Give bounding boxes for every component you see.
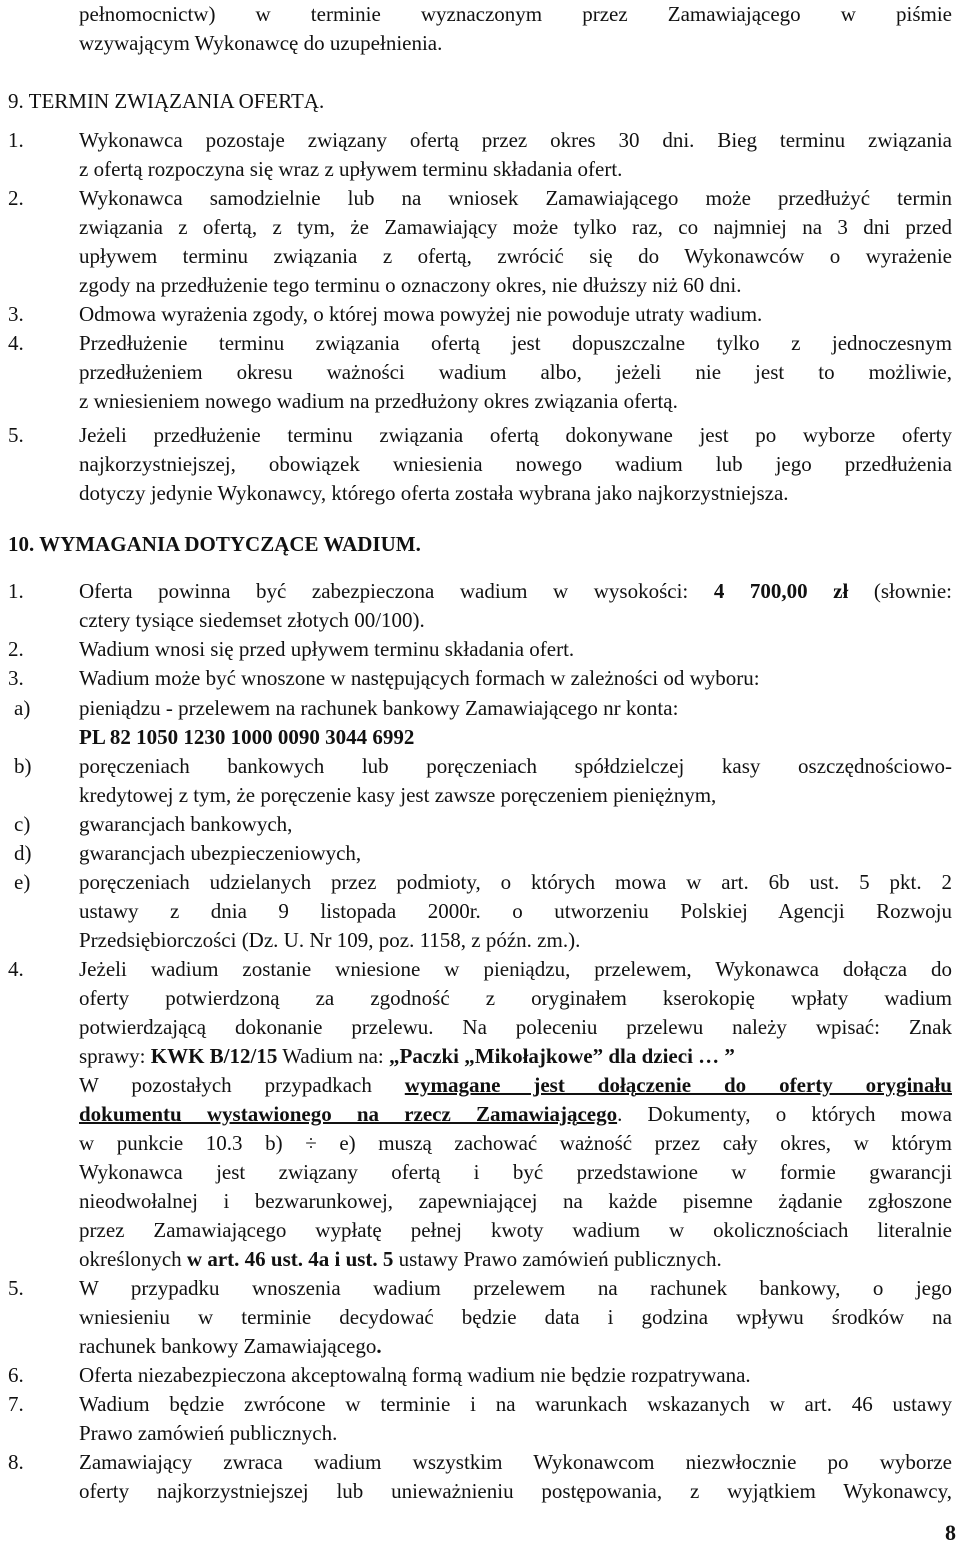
list-number: 2. — [8, 186, 24, 210]
case-reference: KWK B/12/15 — [150, 1044, 278, 1068]
wadium-amount: 4 700,00 zł — [713, 579, 849, 603]
wadium-title: „Paczki „Mikołajkowe” dla dzieci … ” — [389, 1044, 735, 1068]
text-line: Oferta niezabezpieczona akceptowalną formą wadium nie będzie rozpatrywana. — [79, 1363, 751, 1387]
text-line: Wadium będzie zwrócone w terminie i na warunkach wskazanych w art. 46 ustawy — [79, 1392, 952, 1416]
section-heading-9: 9. TERMIN ZWIĄZANIA OFERTĄ. — [8, 89, 325, 113]
text-line: Oferta powinna być zabezpieczona wadium w wysokości: 4 700,00 zł (słownie: — [79, 579, 953, 603]
text-line: dotyczy jedynie Wykonawcy, którego oferta została wybrana jako najkorzystniejsza. — [79, 481, 789, 505]
text-line: upływem terminu związania z ofertą, zwrócić się do Wykonawców o wyrażenie — [79, 244, 952, 268]
text-line: Przedłużenie terminu związania ofertą jest dopuszczalne tylko z jednoczesnym — [79, 331, 952, 355]
text-line: wniesieniu w terminie decydować będzie data i godzina wpływu środków na — [79, 1305, 952, 1329]
list-number: 7. — [8, 1392, 24, 1416]
text-line: cztery tysiące siedemset złotych 00/100). — [79, 608, 425, 632]
text-line: Przedsiębiorczości (Dz. U. Nr 109, poz. 1158, z późn. zm.). — [79, 928, 581, 952]
list-number: 1. — [8, 579, 24, 603]
text-line: oferty najkorzystniejszej lub unieważnieniu postępowania, z wyjątkiem Wykonawcy, — [79, 1479, 952, 1503]
text-line: wzywającym Wykonawcę do uzupełnienia. — [79, 31, 443, 55]
text-line: poręczeniach udzielanych przez podmioty, o których mowa w art. 6b ust. 5 pkt. 2 — [79, 870, 952, 894]
text-line: pieniądzu - przelewem na rachunek bankowy Zamawiającego nr konta: — [79, 696, 679, 720]
text-line: Zamawiający zwraca wadium wszystkim Wykonawcom niezwłocznie po wyborze — [79, 1450, 952, 1474]
list-letter: c) — [14, 812, 31, 836]
text-line: gwarancjach ubezpieczeniowych, — [79, 841, 362, 865]
list-number: 8. — [8, 1450, 24, 1474]
text-line: określonych w art. 46 ust. 4a i ust. 5 ustawy Prawo zamówień publicznych. — [79, 1247, 722, 1271]
text-line: dokumentu wystawionego na rzecz Zamawiającego. Dokumenty, o których mowa — [79, 1102, 952, 1126]
bank-account-number: PL 82 1050 1230 1000 0090 3044 6992 — [79, 725, 415, 749]
text-line: rachunek bankowy Zamawiającego. — [79, 1334, 382, 1358]
list-letter: e) — [14, 870, 31, 894]
text-line: Wykonawca jest związany ofertą i być przedstawione w formie gwarancji — [79, 1160, 952, 1184]
text-line: W przypadku wnoszenia wadium przelewem na rachunek bankowy, o jego — [79, 1276, 952, 1300]
text-line: w punkcie 10.3 b) ÷ e) muszą zachować ważność przez cały okres, w którym — [79, 1131, 952, 1155]
text-line: z ofertą rozpoczyna się wraz z upływem terminu składania ofert. — [79, 157, 623, 181]
text-line: kredytowej z tym, że poręczenie kasy jest zawsze poręczeniem pieniężnym, — [79, 783, 717, 807]
text-line: gwarancjach bankowych, — [79, 812, 293, 836]
list-number: 2. — [8, 637, 24, 661]
text-line: Wykonawca pozostaje związany ofertą przez okres 30 dni. Bieg terminu związania — [79, 128, 952, 152]
text-line: Jeżeli przedłużenie terminu związania ofertą dokonywane jest po wyborze oferty — [79, 423, 952, 447]
text-line: Wykonawca samodzielnie lub na wniosek Zamawiającego może przedłużyć termin — [79, 186, 952, 210]
text-line: Prawo zamówień publicznych. — [79, 1421, 338, 1445]
list-letter: b) — [14, 754, 32, 778]
list-number: 3. — [8, 666, 24, 690]
text-line: przez Zamawiającego wypłatę pełnej kwoty wadium w okolicznościach literalnie — [79, 1218, 952, 1242]
list-number: 3. — [8, 302, 24, 326]
list-number: 5. — [8, 1276, 24, 1300]
list-number: 6. — [8, 1363, 24, 1387]
text-line: przedłużeniem okresu ważności wadium albo, jeżeli nie jest to możliwie, — [79, 360, 952, 384]
list-number: 4. — [8, 331, 24, 355]
list-number: 1. — [8, 128, 24, 152]
text-line: sprawy: KWK B/12/15 Wadium na: „Paczki „Mikołajkowe” dla dzieci … ” — [79, 1044, 735, 1068]
list-letter: a) — [14, 696, 31, 720]
list-letter: d) — [14, 841, 32, 865]
text-line: nieodwołalnej i bezwarunkowej, zapewniającej na każde pisemne żądanie zgłoszone — [79, 1189, 952, 1213]
text-line: oferty potwierdzoną za zgodność z oryginałem kserokopię wpłaty wadium — [79, 986, 952, 1010]
text-line: poręczeniach bankowych lub poręczeniach spółdzielczej kasy oszczędnościowo- — [79, 754, 952, 778]
text-line: zgody na przedłużenie tego terminu o oznaczony okres, nie dłuższy niż 60 dni. — [79, 273, 742, 297]
underlined-requirement: wymagane jest dołączenie do oferty oryginału — [404, 1073, 952, 1097]
text-line: z wniesieniem nowego wadium na przedłużony okres związania ofertą. — [79, 389, 678, 413]
text-line: W pozostałych przypadkach wymagane jest dołączenie do oferty oryginału — [79, 1073, 952, 1097]
article-reference: w art. 46 ust. 4a i ust. 5 — [186, 1247, 394, 1271]
section-heading-10: 10. WYMAGANIA DOTYCZĄCE WADIUM. — [8, 532, 421, 556]
text-line: Odmowa wyrażenia zgody, o której mowa powyżej nie powoduje utraty wadium. — [79, 302, 763, 326]
text-line: potwierdzającą dokonanie przelewu. Na poleceniu przelewu należy wpisać: Znak — [79, 1015, 952, 1039]
underlined-requirement: dokumentu wystawionego na rzecz Zamawiającego — [79, 1102, 618, 1126]
text-line: najkorzystniejszej, obowiązek wniesienia nowego wadium lub jego przedłużenia — [79, 452, 952, 476]
text-line: związania z ofertą, z tym, że Zamawiający może tylko raz, co najmniej na 3 dni przed — [79, 215, 952, 239]
text-line: pełnomocnictw) w terminie wyznaczonym przez Zamawiającego w piśmie — [79, 2, 952, 26]
page-number: 8 — [945, 1520, 956, 1545]
text-line: Wadium może być wnoszone w następujących formach w zależności od wyboru: — [79, 666, 760, 690]
text-line: ustawy z dnia 9 listopada 2000r. o utworzeniu Polskiej Agencji Rozwoju — [79, 899, 952, 923]
text-line: Jeżeli wadium zostanie wniesione w pieniądzu, przelewem, Wykonawca dołącza do — [79, 957, 952, 981]
text-line: Wadium wnosi się przed upływem terminu składania ofert. — [79, 637, 575, 661]
list-number: 5. — [8, 423, 24, 447]
list-number: 4. — [8, 957, 24, 981]
